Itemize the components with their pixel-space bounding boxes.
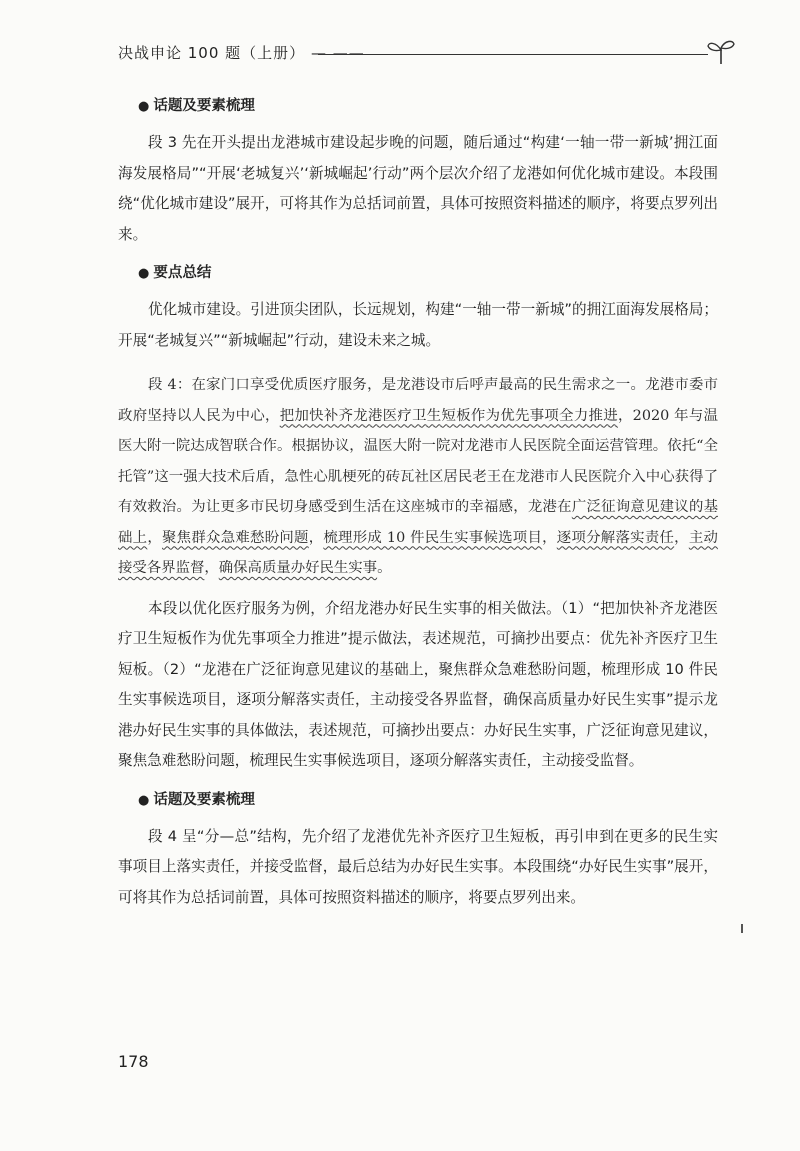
summary-paragraph: 优化城市建设。引进顶尖团队，长远规划，构建“一轴一带一新城”的拥江面海发展格局；开展“老城复兴”“新城崛起”行动，建设未来之城。	[118, 301, 718, 349]
underlined-phrase: 主动接受各界监督	[118, 529, 718, 576]
analysis-paragraph-1: 段 3 先在开头提出龙港城市建设起步晚的问题，随后通过“构建‘一轴一带一新城’拥江面海发展格局”“开展‘老城复兴’‘新城崛起’行动”两个层次介绍了龙港如何优化城市建设。本段围绕“优化城市建设”展开，可将其作为总括词前置，具体可按照资料描述的顺序，将要点罗列出来。	[118, 134, 718, 243]
underlined-phrase: 把加快补齐龙港医疗卫生短板作为优先事项全力推进	[279, 407, 618, 424]
page-number: 178	[118, 1052, 149, 1071]
bullet-icon: ●	[138, 99, 150, 114]
book-title: 决战申论 100 题（上册） — ——	[118, 44, 365, 62]
underlined-phrase: 广泛征询意见建议的基础上	[118, 499, 718, 546]
analysis-paragraph-2: 本段以优化医疗服务为例，介绍龙港办好民生实事的相关做法。（1）“把加快补齐龙港医疗卫生短板作为优先事项全力推进”提示做法，表述规范，可摘抄出要点：优先补齐医疗卫生短板。（2）“龙港在广泛征询意见建议的基础上，聚焦群众急难愁盼问题，梳理形成 10 件民生实事候选项目，逐项分解落实责任，主动接受各界监督，确保高质量办好民生实事”提示龙港办好民生实事的具体做法，表述规范，可摘抄出要点：办好民生实事，广泛征询意见建议，聚焦急难愁盼问题，梳理民生实事候选项目，逐项分解落实责任，主动接受监督。	[118, 599, 718, 769]
material-paragraph: 段 4：在家门口享受优质医疗服务，是龙港设市后呼声最高的民生需求之一。龙港市委市政府坚持以人民为中心，把加快补齐龙港医疗卫生短板作为优先事项全力推进，2020 年与温医大附一院达成智联合作。根据协议，温医大附一院对龙港市人民医院全面运营管理。依托“全托管”这一强大技术后盾，急性心肌梗死的砖瓦社区居民老王在龙港市人民医院介入中心获得了有效救治。为让更多市民切身感受到生活在这座城市的幸福感，龙港在广泛征询意见建议的基础上，聚焦群众急难愁盼问题，梳理形成 10 件民生实事候选项目，逐项分解落实责任，主动接受各界监督，确保高质量办好民生实事。	[118, 377, 718, 576]
underlined-phrase: 聚焦群众急难愁盼问题	[162, 529, 309, 546]
page-content	[118, 93, 718, 923]
section-heading-topics-2: ● 话题及要素梳理	[138, 791, 255, 808]
underlined-phrase: 梳理形成 10 件民生实事候选项目	[323, 529, 543, 546]
analysis-paragraph-3: 段 4 呈“分—总”结构，先介绍了龙港优先补齐医疗卫生短板，再引申到在更多的民生实事项目上落实责任，并接受监督，最后总结为办好民生实事。本段围绕“办好民生实事”展开，可将其作为总括词前置，具体可按照资料描述的顺序，将要点罗列出来。	[118, 827, 718, 906]
bullet-icon: ●	[138, 792, 150, 808]
running-header	[118, 42, 738, 72]
section-heading-summary: ● 要点总结	[138, 265, 212, 281]
sprout-icon	[706, 38, 736, 66]
underlined-phrase: 逐项分解落实责任	[556, 529, 675, 546]
scan-mark	[741, 924, 743, 933]
section-heading-topics: ● 话题及要素梳理	[138, 98, 255, 114]
bullet-icon: ●	[138, 266, 150, 281]
underlined-phrase: 确保高质量办好民生实事	[218, 560, 378, 576]
header-rule	[318, 54, 708, 55]
